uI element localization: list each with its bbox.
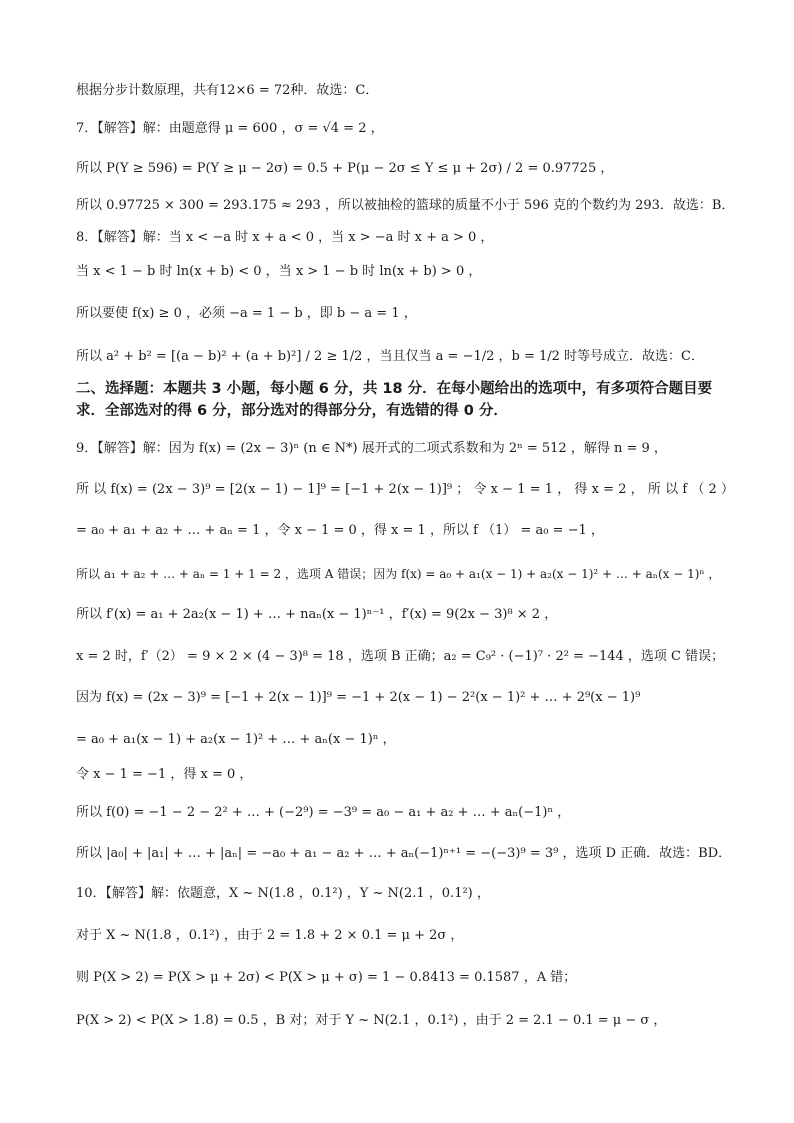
text-line: 令 x − 1 = −1 ，得 x = 0 ， bbox=[76, 767, 253, 782]
text-line: 根据分步计数原理，共有12×6 = 72种．故选：C． bbox=[76, 83, 379, 98]
text-line: 10．【解答】解：依题意，X ~ N(1.8 ，0.1²) ，Y ~ N(2.1 ，0.1²) ， bbox=[76, 886, 490, 901]
text-line: P(X > 2) < P(X > 1.8) = 0.5 ，B 对；对于 Y ~ N(2.1 ，0.1²) ，由于 2 = 2.1 − 0.1 = μ − σ ， bbox=[76, 1013, 667, 1028]
text-line: 所以要使 f(x) ≥ 0 ，必须 −a = 1 − b ，即 b − a = 1 ， bbox=[76, 306, 417, 321]
text-line: 所以 a₁ + a₂ + … + aₙ = 1 + 1 = 2 ，选项 A 错误；因为 f(x) = a₀ + a₁(x − 1) + a₂(x − 1)² + … + aₙ(x − 1)ⁿ ， bbox=[76, 567, 721, 581]
text-line: = a₀ + a₁ + a₂ + … + aₙ = 1 ，令 x − 1 = 0 ，得 x = 1 ，所以 f （1） = a₀ = −1 ， bbox=[76, 523, 604, 538]
text-line: 7．【解答】解：由题意得 μ = 600 ，σ = √4 = 2 ， bbox=[76, 121, 384, 136]
text-line: 因为 f(x) = (2x − 3)⁹ = [−1 + 2(x − 1)]⁹ = −1 + 2(x − 1) − 2²(x − 1)² + … + 2⁹(x − 1)⁹ bbox=[76, 690, 641, 705]
text-line: 8．【解答】解：当 x < −a 时 x + a < 0 ，当 x > −a 时 x + a > 0 ， bbox=[76, 230, 494, 245]
text-line: 当 x < 1 − b 时 ln(x + b) < 0 ，当 x > 1 − b 时 ln(x + b) > 0 ， bbox=[76, 264, 482, 279]
text-line: 所以 |a₀| + |a₁| + … + |aₙ| = −a₀ + a₁ − a₂ + … + aₙ(−1)ⁿ⁺¹ = −(−3)⁹ = 3⁹ ，选项 D 正确．故选：BD． bbox=[76, 846, 732, 861]
text-line: 所以 0.97725 × 300 = 293.175 ≈ 293 ，所以被抽检的篮球的质量不小于 596 克的个数约为 293．故选：B． bbox=[76, 198, 735, 213]
section-heading: 二、选择题：本题共 3 小题，每小题 6 分，共 18 分．在每小题给出的选项中，有多项符合题目要求．全部选对的得 6 分，部分选对的得部分分，有选错的得 0 分． bbox=[76, 381, 713, 419]
text-line: 所以 a² + b² = [(a − b)² + (a + b)²] / 2 ≥ 1/2 ，当且仅当 a = −1/2 ，b = 1/2 时等号成立．故选：C． bbox=[76, 349, 705, 364]
text-line: 所以 f(0) = −1 − 2 − 2² + … + (−2⁹) = −3⁹ = a₀ − a₁ + a₂ + … + aₙ(−1)ⁿ ， bbox=[76, 805, 571, 820]
text-line: = a₀ + a₁(x − 1) + a₂(x − 1)² + … + aₙ(x − 1)ⁿ ， bbox=[76, 732, 396, 747]
text-line: 所以 f′(x) = a₁ + 2a₂(x − 1) + … + naₙ(x − 1)ⁿ⁻¹ ，f′(x) = 9(2x − 3)⁸ × 2 ， bbox=[76, 607, 558, 622]
text-line: 所 以 f(x) = (2x − 3)⁹ = [2(x − 1) − 1]⁹ = [−1 + 2(x − 1)]⁹ ； 令 x − 1 = 1 ， 得 x = 2 ， 所 以 f （ 2 ） bbox=[76, 482, 734, 497]
text-line: 则 P(X > 2) = P(X > μ + 2σ) < P(X > μ + σ) = 1 − 0.8413 = 0.1587 ，A 错； bbox=[76, 970, 577, 985]
text-line: x = 2 时，f′（2） = 9 × 2 × (4 − 3)⁸ = 18 ，选项 B 正确；a₂ = C₉² · (−1)⁷ · 2² = −144 ，选项 C 错误； bbox=[76, 649, 725, 664]
text-line: 对于 X ~ N(1.8 ，0.1²) ，由于 2 = 1.8 + 2 × 0.1 = μ + 2σ ， bbox=[76, 928, 464, 943]
text-line: 9．【解答】解：因为 f(x) = (2x − 3)ⁿ (n ∈ N*) 展开式的二项式系数和为 2ⁿ = 512 ，解得 n = 9 ， bbox=[76, 441, 667, 456]
text-line: 所以 P(Y ≥ 596) = P(Y ≥ μ − 2σ) = 0.5 + P(μ − 2σ ≤ Y ≤ μ + 2σ) / 2 = 0.97725 ， bbox=[76, 161, 614, 176]
